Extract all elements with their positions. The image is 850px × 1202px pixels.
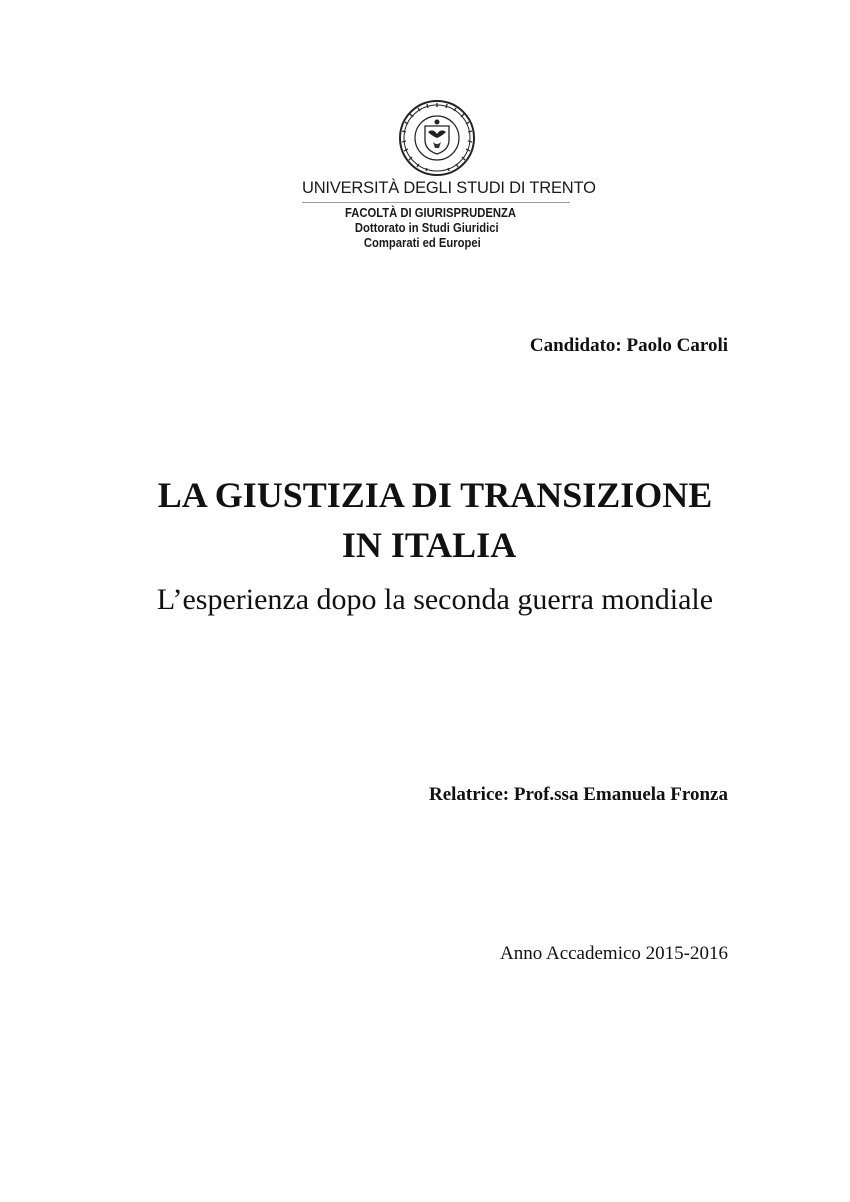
- university-name: UNIVERSITÀ DEGLI STUDI DI TRENTO: [302, 179, 596, 197]
- faculty-block: [345, 206, 525, 251]
- thesis-title: [0, 470, 850, 570]
- thesis-subtitle: L’esperienza dopo la seconda guerra mondiale: [156, 583, 714, 616]
- header-divider: [302, 202, 570, 203]
- university-seal-icon: [397, 98, 477, 178]
- supervisor-name: Relatrice: Prof.ssa Emanuela Fronza: [428, 784, 728, 805]
- candidate-name: Candidato: Paolo Caroli: [529, 335, 728, 356]
- thesis-title-line1: LA GIUSTIZIA DI TRANSIZIONE: [157, 475, 713, 515]
- academic-year: Anno Accademico 2015-2016: [500, 943, 728, 964]
- doctorate-program-line1: Dottorato in Studi Giuridici: [354, 221, 499, 235]
- doctorate-program-line2: Comparati ed Europei: [363, 236, 481, 250]
- thesis-title-line2: IN ITALIA: [341, 525, 517, 565]
- faculty-name: FACOLTÀ DI GIURISPRUDENZA: [345, 206, 517, 220]
